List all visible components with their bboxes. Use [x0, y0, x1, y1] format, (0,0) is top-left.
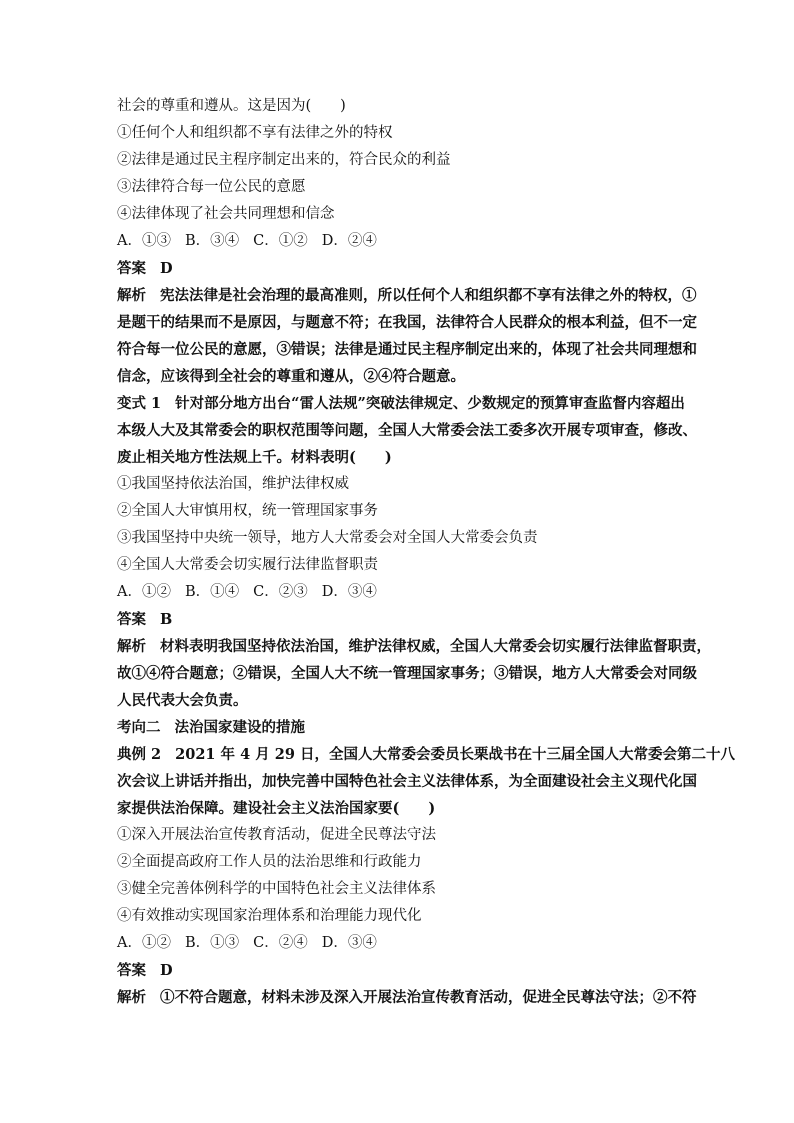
option: D．②④ [321, 233, 377, 249]
stem-text: 2021 年 4 月 29 日，全国人大常委会委员长栗战书在十三届全国人大常委会第二十八 [175, 746, 736, 763]
analysis-label: 解析 [117, 989, 146, 1006]
section-heading [117, 714, 682, 741]
option: B．①④ [184, 584, 240, 600]
question-label: 变式 1 [117, 395, 162, 412]
option: C．②④ [253, 935, 308, 951]
choice-item: ①深入开展法治宣传教育活动，促进全民尊法守法 [117, 827, 436, 843]
choice-item: ②法律是通过民主程序制定出来的，符合民众的利益 [117, 152, 451, 168]
option: A．①② [117, 935, 171, 951]
analysis-text: 信念，应该得到全社会的尊重和遵从，②④符合题意。 [117, 368, 465, 385]
question-stem [117, 390, 685, 417]
stem-text: 本级人大及其常委会的职权范围等问题，全国人大常委会法工委多次开展专项审查，修改、 [117, 422, 697, 439]
choice-item: ③法律符合每一位公民的意愿 [117, 179, 306, 195]
stem-text: 针对部分地方出台“雷人法规”突破法律规定、少数规定的预算审查监督内容超出 [175, 395, 685, 412]
document-page [117, 93, 736, 1011]
choice-item: ③健全完善体例科学的中国特色社会主义法律体系 [117, 881, 436, 897]
analysis-line [117, 984, 697, 1011]
answer-options [117, 579, 682, 606]
analysis-text: ①不符合题意，材料未涉及深入开展法治宣传教育活动，促进全民尊法守法；②不符 [160, 989, 697, 1006]
choice-item: ④全国人大常委会切实履行法律监督职责 [117, 557, 378, 573]
option: B．③④ [184, 233, 240, 249]
choice-item: ②全面提高政府工作人员的法治思维和行政能力 [117, 854, 422, 870]
option: C．②③ [253, 584, 308, 600]
answer-options [117, 930, 682, 957]
analysis-text: 人民代表大会负责。 [117, 692, 248, 709]
stem-text: 家提供法治保障。建设社会主义法治国家要( ) [117, 800, 436, 817]
option: C．①② [253, 233, 308, 249]
analysis-label: 解析 [117, 287, 146, 304]
answer-options [117, 228, 682, 255]
section-label: 考向二 [117, 719, 161, 736]
answer-line [117, 255, 682, 282]
answer-value: D [160, 260, 173, 277]
analysis-text: 故①④符合题意；②错误，全国人大不统一管理国家事务；③错误，地方人大常委会对同级 [117, 665, 697, 682]
choice-item: ①任何个人和组织都不享有法律之外的特权 [117, 125, 393, 141]
option: A．①③ [117, 233, 171, 249]
analysis-line [117, 282, 697, 309]
question-label: 典例 2 [117, 746, 162, 763]
answer-line [117, 957, 682, 984]
answer-value: B [160, 611, 173, 628]
choice-item: ④有效推动实现国家治理体系和治理能力现代化 [117, 908, 422, 924]
analysis-text: 材料表明我国坚持依法治国，维护法律权威，全国人大常委会切实履行法律监督职责， [160, 638, 711, 655]
analysis-label: 解析 [117, 638, 146, 655]
answer-label: 答案 [117, 611, 146, 628]
choice-item: ②全国人大审慎用权，统一管理国家事务 [117, 503, 378, 519]
stem-text: 次会议上讲话并指出，加快完善中国特色社会主义法律体系，为全面建设社会主义现代化国 [117, 773, 697, 790]
option: D．③④ [321, 935, 377, 951]
choice-item: ①我国坚持依法治国，维护法律权威 [117, 476, 349, 492]
choice-item: ③我国坚持中央统一领导，地方人大常委会对全国人大常委会负责 [117, 530, 538, 546]
answer-label: 答案 [117, 260, 146, 277]
option: D．③④ [321, 584, 377, 600]
choice-item: ④法律体现了社会共同理想和信念 [117, 206, 335, 222]
analysis-text: 是题干的结果而不是原因，与题意不符；在我国，法律符合人民群众的根本利益，但不一定 [117, 314, 697, 331]
option: B．①③ [184, 935, 240, 951]
question-stem [117, 741, 736, 768]
section-title: 法治国家建设的措施 [174, 719, 305, 736]
analysis-text: 符合每一位公民的意愿，③错误；法律是通过民主程序制定出来的，体现了社会共同理想和 [117, 341, 697, 358]
analysis-line [117, 633, 711, 660]
stem-text: 废止相关地方性法规上千。材料表明( ) [117, 449, 392, 466]
question-stem: 社会的尊重和遵从。这是因为( ) [117, 98, 346, 114]
answer-value: D [160, 962, 173, 979]
answer-label: 答案 [117, 962, 146, 979]
analysis-text: 宪法法律是社会治理的最高准则，所以任何个人和组织都不享有法律之外的特权，① [160, 287, 697, 304]
option: A．①② [117, 584, 171, 600]
answer-line [117, 606, 682, 633]
